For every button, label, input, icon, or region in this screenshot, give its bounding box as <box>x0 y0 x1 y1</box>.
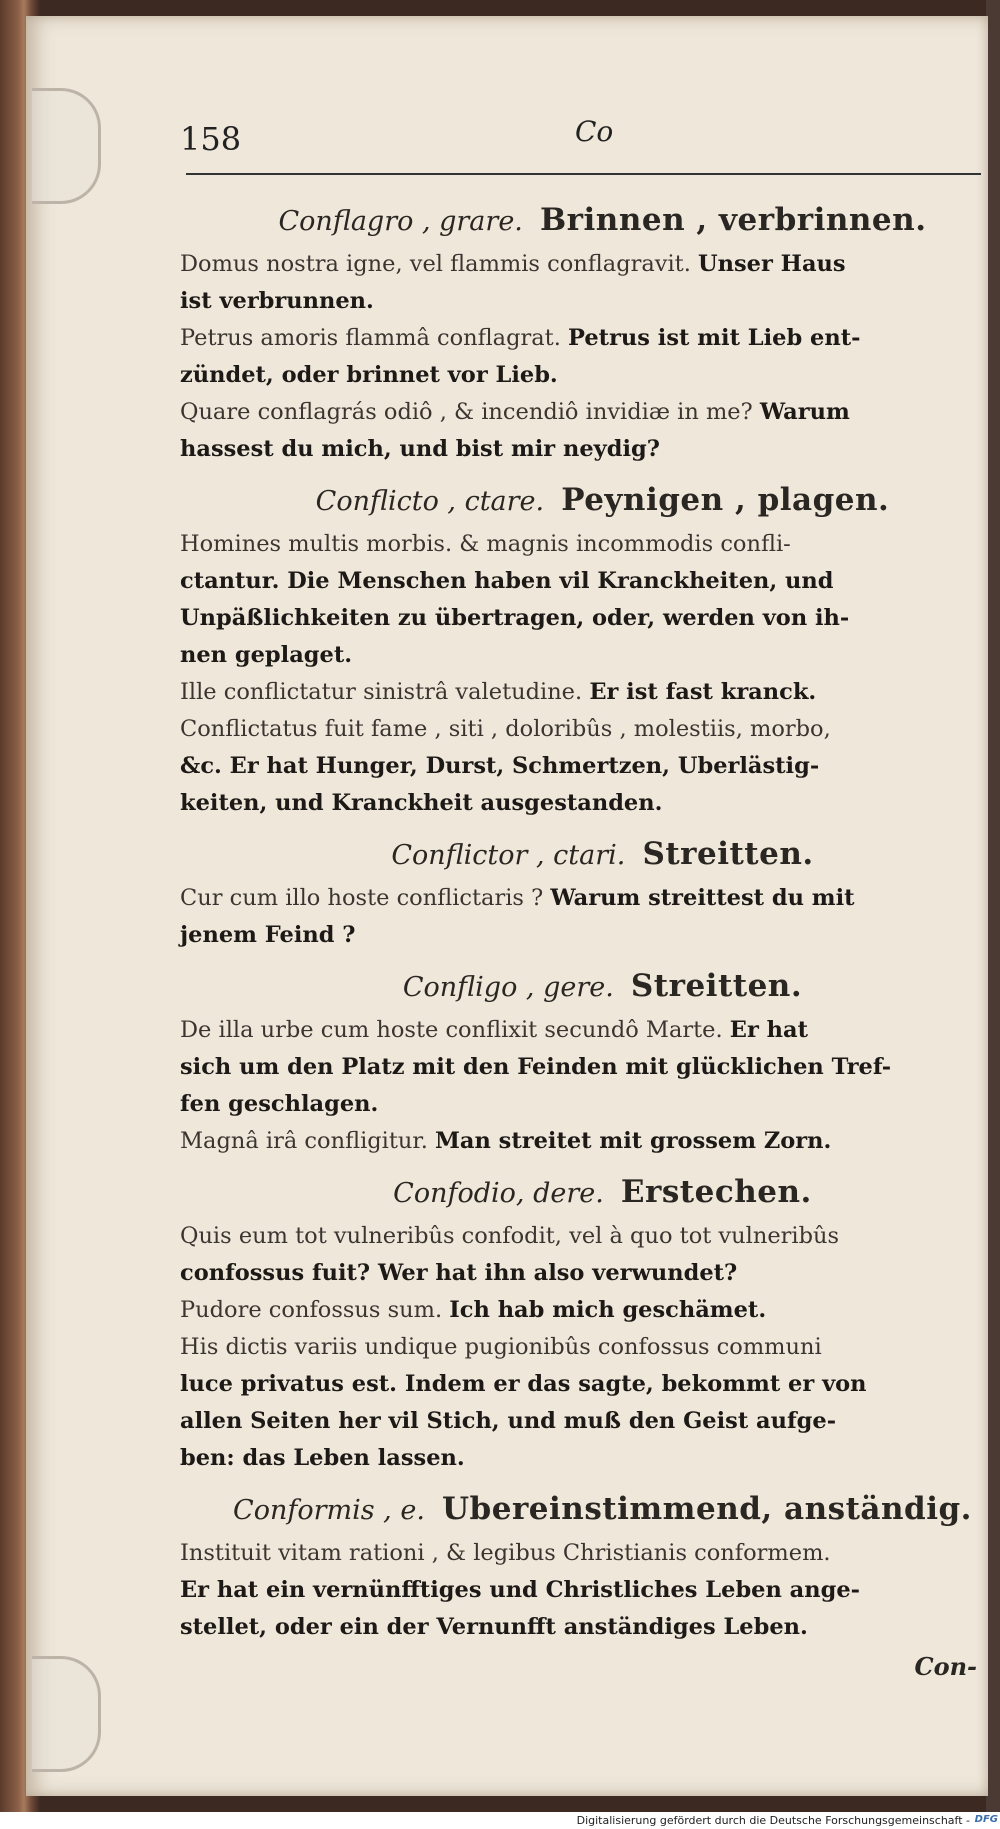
example <box>180 1123 995 1160</box>
latin-text: Ille conflictatur sinistrâ valetudine. <box>180 679 583 705</box>
german-text: confossus fuit? Wer hat ihn also verwundet? <box>180 1260 738 1286</box>
example <box>180 1218 995 1292</box>
digitization-footer <box>0 1812 1000 1829</box>
headword: Conflicto , ctare. <box>315 486 545 517</box>
headword: Confodio, dere. <box>393 1178 604 1209</box>
headword-gloss: Brinnen , verbrinnen. <box>539 202 927 238</box>
german-text: nen geplaget. <box>180 642 353 668</box>
page-clip-top <box>32 88 101 204</box>
example <box>180 1329 995 1477</box>
example <box>180 526 995 674</box>
entry-heading <box>180 1170 995 1214</box>
example <box>180 880 995 954</box>
german-text: luce privatus est. Indem er das sagte, bekommt er von <box>180 1371 867 1397</box>
latin-text: His dictis variis undique pugionibûs confossus communi <box>180 1334 822 1360</box>
headword: Conformis , e. <box>233 1495 425 1526</box>
example <box>180 1292 995 1329</box>
german-text: jenem Feind ? <box>180 922 356 948</box>
entry-heading <box>180 198 995 242</box>
latin-text: Cur cum illo hoste conflictaris ? <box>180 885 544 911</box>
german-text: ben: das Leben lassen. <box>180 1445 465 1471</box>
german-text: stellet, oder ein der Vernunfft anständiges Leben. <box>180 1614 808 1640</box>
dfg-logo: DFG <box>974 1814 998 1825</box>
example <box>180 1535 995 1646</box>
page-clip-bottom <box>32 1656 101 1772</box>
latin-text: Quis eum tot vulneribûs confodit, vel à quo tot vulneribûs <box>180 1223 840 1249</box>
german-text: allen Seiten her vil Stich, und muß den Geist aufge- <box>180 1408 837 1434</box>
example <box>180 711 995 822</box>
german-text: Unser Haus <box>698 251 846 277</box>
entry-heading <box>180 832 995 876</box>
german-text: keiten, und Kranckheit ausgestanden. <box>180 790 663 816</box>
headword-gloss: Ubereinstimmend, anständig. <box>442 1491 972 1527</box>
german-text: Er hat <box>729 1017 808 1043</box>
german-text: ist verbrunnen. <box>180 288 374 314</box>
headword: Conflictor , ctari. <box>391 840 626 871</box>
catchword: Con- <box>914 1652 977 1681</box>
latin-text: Quare conflagrás odiô , & incendiô invidiæ in me? <box>180 399 753 425</box>
latin-text: Pudore confossus sum. <box>180 1297 443 1323</box>
german-text: fen geschlagen. <box>180 1091 379 1117</box>
example <box>180 674 995 711</box>
german-text: Er ist fast kranck. <box>589 679 817 705</box>
example <box>180 320 995 394</box>
latin-text: Petrus amoris flammâ conflagrat. <box>180 325 561 351</box>
german-text: hassest du mich, und bist mir neydig? <box>180 436 660 462</box>
headword-gloss: Erstechen. <box>620 1174 812 1210</box>
german-text: Warum streittest du mit <box>550 885 855 911</box>
running-head: Co <box>575 115 614 148</box>
latin-text: Domus nostra igne, vel flammis conflagravit. <box>180 251 691 277</box>
footer-credit: Digitalisierung gefördert durch die Deutsche Forschungsgemeinschaft - <box>576 1814 970 1827</box>
headword-gloss: Streitten. <box>630 968 803 1004</box>
headword-gloss: Streitten. <box>642 836 814 872</box>
latin-text: Magnâ irâ confligitur. <box>180 1128 428 1154</box>
latin-text: Instituit vitam rationi , & legibus Christianis conformem. <box>180 1540 831 1566</box>
german-text: zündet, oder brinnet vor Lieb. <box>180 362 558 388</box>
example <box>180 394 995 468</box>
german-text: Man streitet mit grossem Zorn. <box>435 1128 832 1154</box>
german-text: Warum <box>759 399 850 425</box>
german-text: &c. Er hat Hunger, Durst, Schmertzen, Uberlästig- <box>180 753 820 779</box>
entry-heading <box>180 964 995 1008</box>
example <box>180 1012 995 1123</box>
latin-text: De illa urbe cum hoste conflixit secundô Marte. <box>180 1017 723 1043</box>
dictionary-content <box>180 188 995 1681</box>
page-number: 158 <box>180 120 242 158</box>
german-text: Ich hab mich geschämet. <box>449 1297 767 1323</box>
german-text: Unpäßlichkeiten zu übertragen, oder, werden von ih- <box>180 605 850 631</box>
german-text: sich um den Platz mit den Feinden mit glücklichen Tref- <box>180 1054 892 1080</box>
latin-text: Conflictatus fuit fame , siti , doloribûs , molestiis, morbo, <box>180 716 831 742</box>
entry-heading <box>180 1487 995 1531</box>
example <box>180 246 995 320</box>
headword: Conflagro , grare. <box>278 206 523 237</box>
german-text: Petrus ist mit Lieb ent- <box>568 325 861 351</box>
entry-heading <box>180 478 995 522</box>
german-text: Er hat ein vernünfftiges und Christliches Leben ange- <box>180 1577 861 1603</box>
header-rule <box>186 173 981 175</box>
headword-gloss: Peynigen , plagen. <box>561 482 890 518</box>
headword: Confligo , gere. <box>402 972 614 1003</box>
latin-text: Homines multis morbis. & magnis incommodis confli- <box>180 531 791 557</box>
german-text: ctantur. Die Menschen haben vil Kranckheiten, und <box>180 568 834 594</box>
